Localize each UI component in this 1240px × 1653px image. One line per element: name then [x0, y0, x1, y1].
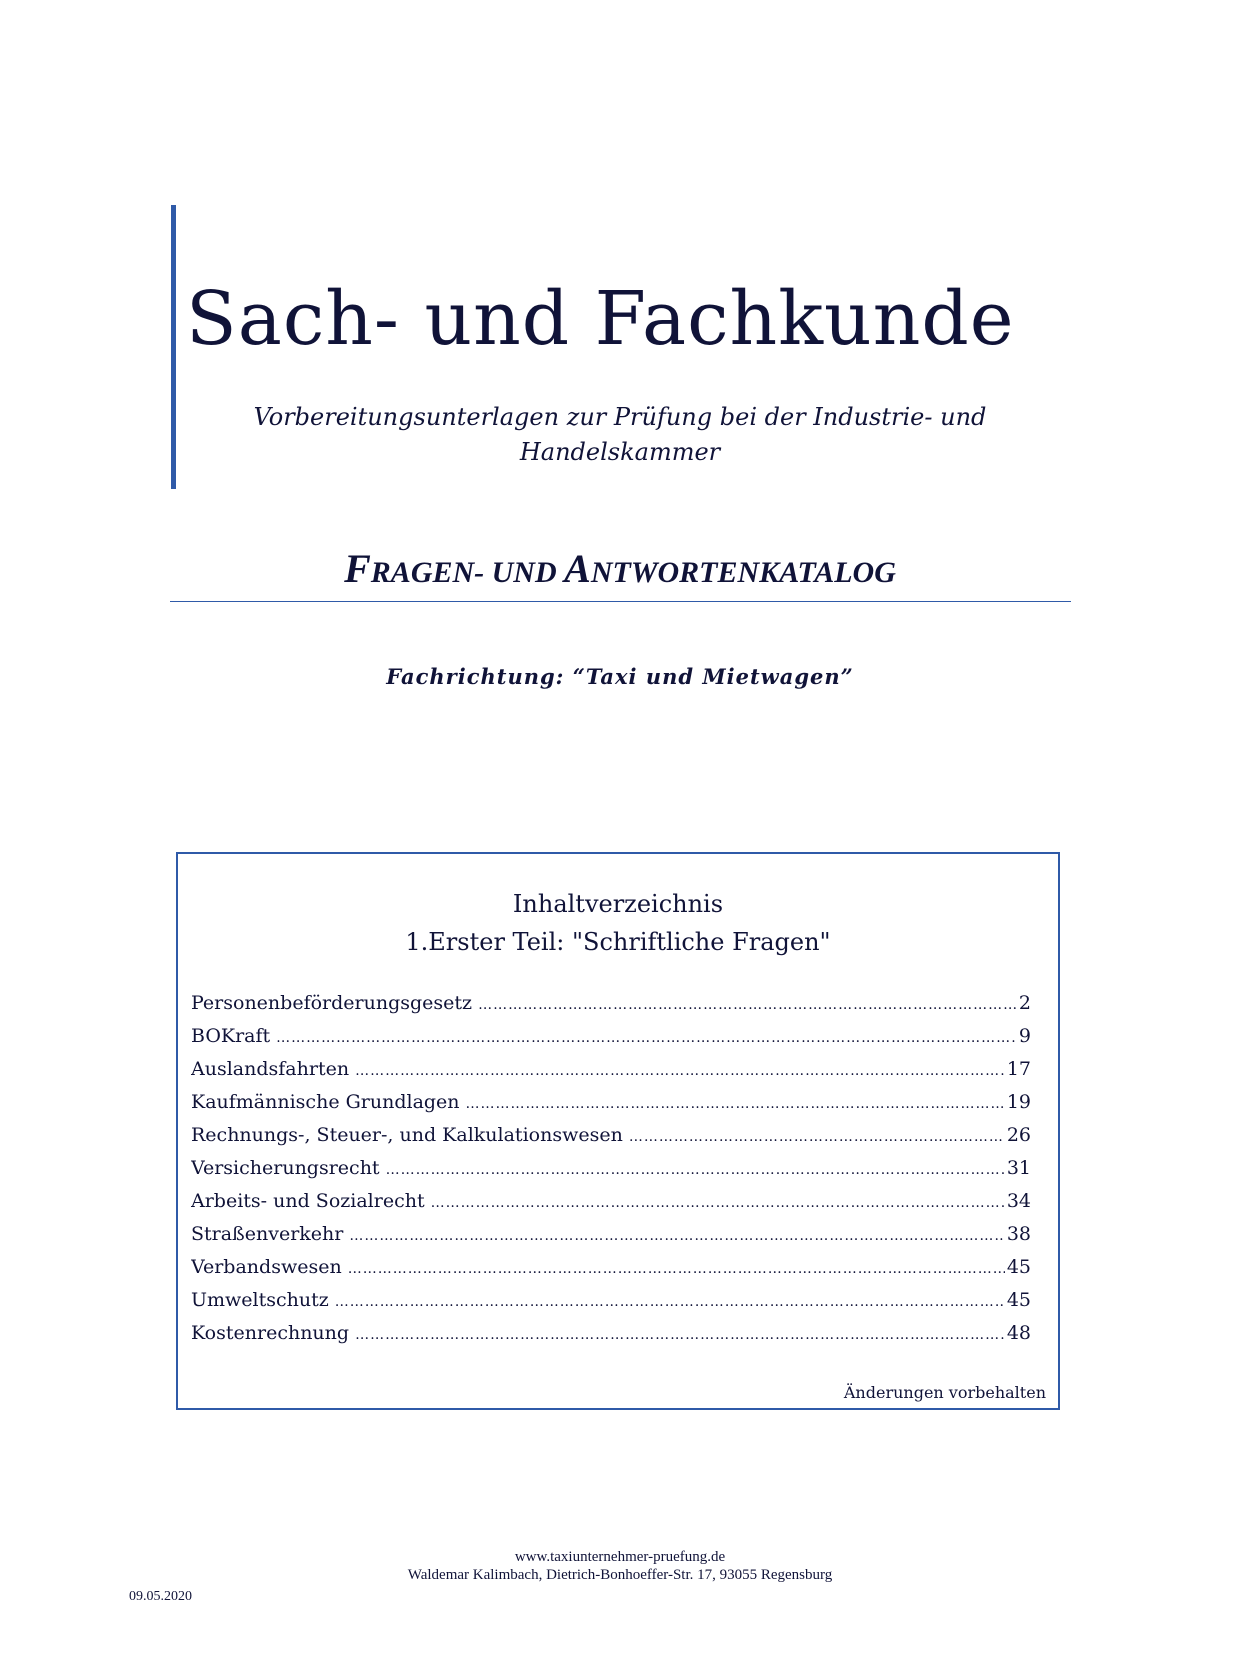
toc-entry-label: Straßenverkehr [191, 1223, 344, 1245]
toc-entry-label: Auslandsfahrten [191, 1058, 350, 1080]
toc-entry-page: 38 [1006, 1223, 1031, 1245]
toc-entry-page: 45 [1006, 1256, 1031, 1278]
toc-entry-label: Rechnungs-, Steuer-, und Kalkulationswesen [191, 1124, 623, 1146]
catalog-title-rest-1: RAGEN [370, 556, 475, 589]
catalog-divider [170, 601, 1071, 602]
toc-leader-dots [355, 1327, 1005, 1343]
toc-entry[interactable] [191, 1289, 1031, 1322]
toc-leader-dots [348, 1261, 1005, 1277]
toc-leader-dots [431, 1195, 1005, 1211]
toc-entry[interactable] [191, 1058, 1031, 1091]
toc-entry-label: Kaufmännische Grundlagen [191, 1091, 460, 1113]
toc-entry-label: Personenbeförderungsgesetz [191, 992, 473, 1014]
toc-disclaimer: Änderungen vorbehalten [843, 1383, 1046, 1402]
toc-entry-label: Umweltschutz [191, 1289, 329, 1311]
toc-entry-page: 48 [1006, 1322, 1031, 1344]
toc-entry-page: 17 [1006, 1058, 1031, 1080]
toc-entry[interactable] [191, 1223, 1031, 1256]
catalog-title-rest-2: NTWORTENKATALOG [590, 556, 896, 589]
toc-entry-page: 34 [1006, 1190, 1031, 1212]
toc-leader-dots [466, 1096, 1005, 1112]
toc-leader-dots [276, 1030, 1017, 1046]
catalog-title [170, 545, 1070, 592]
footer-address: Waldemar Kalimbach, Dietrich-Bonhoeffer-Str. 17, 93055 Regensburg [407, 1567, 833, 1583]
table-of-contents [176, 852, 1060, 1410]
toc-leader-dots [349, 1228, 1004, 1244]
subtitle-line-1: Vorbereitungsunterlagen zur Prüfung bei der Industrie- und [253, 403, 987, 431]
document-title: Sach- und Fachkunde [186, 276, 1015, 362]
toc-entry[interactable] [191, 1190, 1031, 1223]
toc-leader-dots [355, 1063, 1005, 1079]
toc-subheading: 1.Erster Teil: "Schriftliche Fragen" [405, 928, 831, 956]
toc-leader-dots [629, 1129, 1005, 1145]
page-footer [300, 1548, 940, 1584]
title-accent-bar [171, 205, 176, 489]
document-subtitle [230, 400, 1010, 470]
footer-website-link[interactable]: www.taxiunternehmer-pruefung.de [514, 1549, 726, 1565]
catalog-title-joiner: - UND [474, 556, 565, 589]
toc-entry-label: Verbandswesen [191, 1256, 342, 1278]
catalog-title-cap-2: A [564, 546, 591, 591]
toc-entry-label: Arbeits- und Sozialrecht [191, 1190, 425, 1212]
fachrichtung-label: Fachrichtung: “Taxi und Mietwagen” [386, 664, 854, 689]
toc-entry-label: BOKraft [191, 1025, 271, 1047]
toc-entry[interactable] [191, 1256, 1031, 1289]
toc-entry-label: Kostenrechnung [191, 1322, 350, 1344]
toc-entry-page: 19 [1006, 1091, 1031, 1113]
toc-leader-dots [335, 1294, 1005, 1310]
toc-entry-label: Versicherungsrecht [191, 1157, 380, 1179]
toc-entry[interactable] [191, 1025, 1031, 1058]
catalog-title-cap-1: F [344, 546, 371, 591]
toc-leader-dots [386, 1162, 1005, 1178]
toc-entry-page: 45 [1006, 1289, 1031, 1311]
toc-entry[interactable] [191, 992, 1031, 1025]
toc-entry-page: 31 [1006, 1157, 1031, 1179]
toc-entry-page: 9 [1018, 1025, 1031, 1047]
toc-entry[interactable] [191, 1157, 1031, 1190]
toc-entry[interactable] [191, 1322, 1031, 1355]
subtitle-line-2: Handelskammer [519, 438, 721, 466]
toc-heading: Inhaltverzeichnis [512, 890, 724, 918]
toc-leader-dots [478, 997, 1017, 1013]
toc-entry[interactable] [191, 1091, 1031, 1124]
toc-entry-page: 2 [1018, 992, 1031, 1014]
toc-entry[interactable] [191, 1124, 1031, 1157]
footer-date: 09.05.2020 [129, 1589, 192, 1604]
toc-entry-page: 26 [1006, 1124, 1031, 1146]
toc-list [191, 992, 1031, 1355]
